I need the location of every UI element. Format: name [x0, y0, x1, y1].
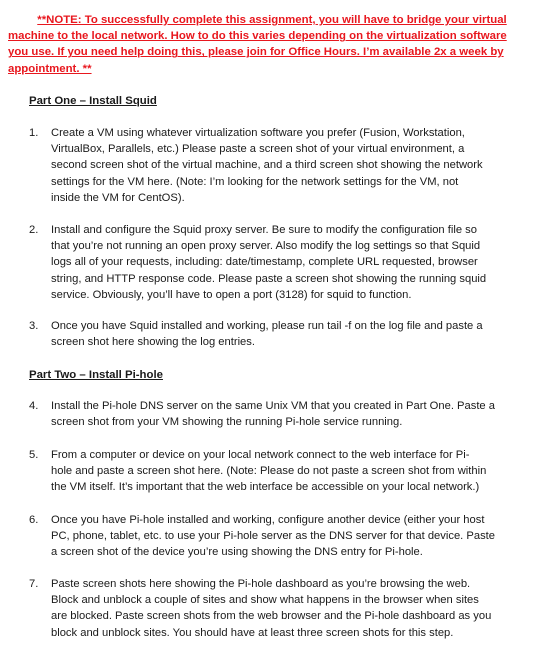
- note-line: **NOTE: To successfully complete this assignment, you will have to bridge your virtual: [37, 14, 507, 26]
- list-item-number: 2.: [29, 224, 39, 236]
- list-item-line: Block and unblock a couple of sites and show what happens in the browser when sites: [51, 594, 479, 607]
- list-item-line: PC, phone, tablet, etc. to use your Pi-hole server as the DNS server for that device. Paste: [51, 530, 495, 543]
- list-item-line: screen shot from your VM showing the running Pi-hole service running.: [51, 416, 403, 429]
- part-one-heading: Part One – Install Squid: [29, 95, 157, 107]
- list-item-line: screen shot here showing the log entries.: [51, 336, 255, 349]
- list-item-number: 3.: [29, 320, 39, 332]
- list-item-line: logs all of your requests, including: date/timestamp, complete URL requested, browser: [51, 256, 478, 269]
- list-item-line: Install the Pi-hole DNS server on the same Unix VM that you created in Part One. Paste a: [51, 400, 495, 412]
- list-item-number: 6.: [29, 514, 39, 526]
- note-line: appointment. **: [8, 62, 92, 75]
- list-item-line: second screen shot of the virtual machine, and a third screen shot showing the network: [51, 159, 483, 172]
- list-item-line: VirtualBox, Parallels, etc.) Please paste a screen shot of your virtual environment, a: [51, 143, 465, 156]
- list-item-line: that you’re not running an open proxy server. Also modify the log settings so that Squid: [51, 240, 481, 253]
- list-item-number: 7.: [29, 578, 39, 590]
- list-item-line: string, and HTTP response code. Please paste a screen shot showing the running squid: [51, 272, 487, 285]
- list-item-line: the VM itself. It’s important that the web interface be accessible on your local network.): [51, 481, 480, 494]
- list-item-line: From a computer or device on your local network connect to the web interface for Pi-: [51, 449, 470, 461]
- list-item-line: hole and paste a screen shot here. (Note: Please do not paste a screen shot from within: [51, 465, 487, 478]
- list-item-number: 4.: [29, 400, 39, 412]
- list-item-line: inside the VM for CentOS).: [51, 191, 185, 204]
- list-item-line: a screen shot of the device you’re using showing the DNS entry for Pi-hole.: [51, 546, 423, 559]
- note-line: machine to the local network. How to do this varies depending on the virtualization software: [8, 30, 507, 43]
- list-item-number: 1.: [29, 127, 39, 139]
- note-line: you use. If you need help doing this, please join for Office Hours. I’m available 2x a week by: [8, 46, 504, 59]
- list-item-line: Once you have Pi-hole installed and working, configure another device (either your host: [51, 514, 485, 526]
- list-item-line: Install and configure the Squid proxy server. Be sure to modify the configuration file so: [51, 224, 477, 236]
- list-item-line: service. Obviously, you’ll have to open a port (3128) for squid to function.: [51, 288, 412, 301]
- list-item-line: are blocked. Paste screen shots from the web browser and the Pi-hole dashboard as you: [51, 610, 492, 623]
- list-item-line: settings for the VM here. (Note: I’m looking for the network settings for the VM, not: [51, 175, 459, 188]
- list-item-line: block and unblock sites. You should have at least three screen shots for this step.: [51, 626, 454, 639]
- list-item-number: 5.: [29, 449, 39, 461]
- part-two-heading: Part Two – Install Pi-hole: [29, 369, 163, 381]
- list-item-line: Once you have Squid installed and working, please run tail -f on the log file and paste a: [51, 320, 483, 332]
- assignment-note: [8, 12, 536, 77]
- list-item-line: Create a VM using whatever virtualization software you prefer (Fusion, Workstation,: [51, 127, 465, 139]
- list-item-line: Paste screen shots here showing the Pi-hole dashboard as you’re browsing the web.: [51, 578, 471, 590]
